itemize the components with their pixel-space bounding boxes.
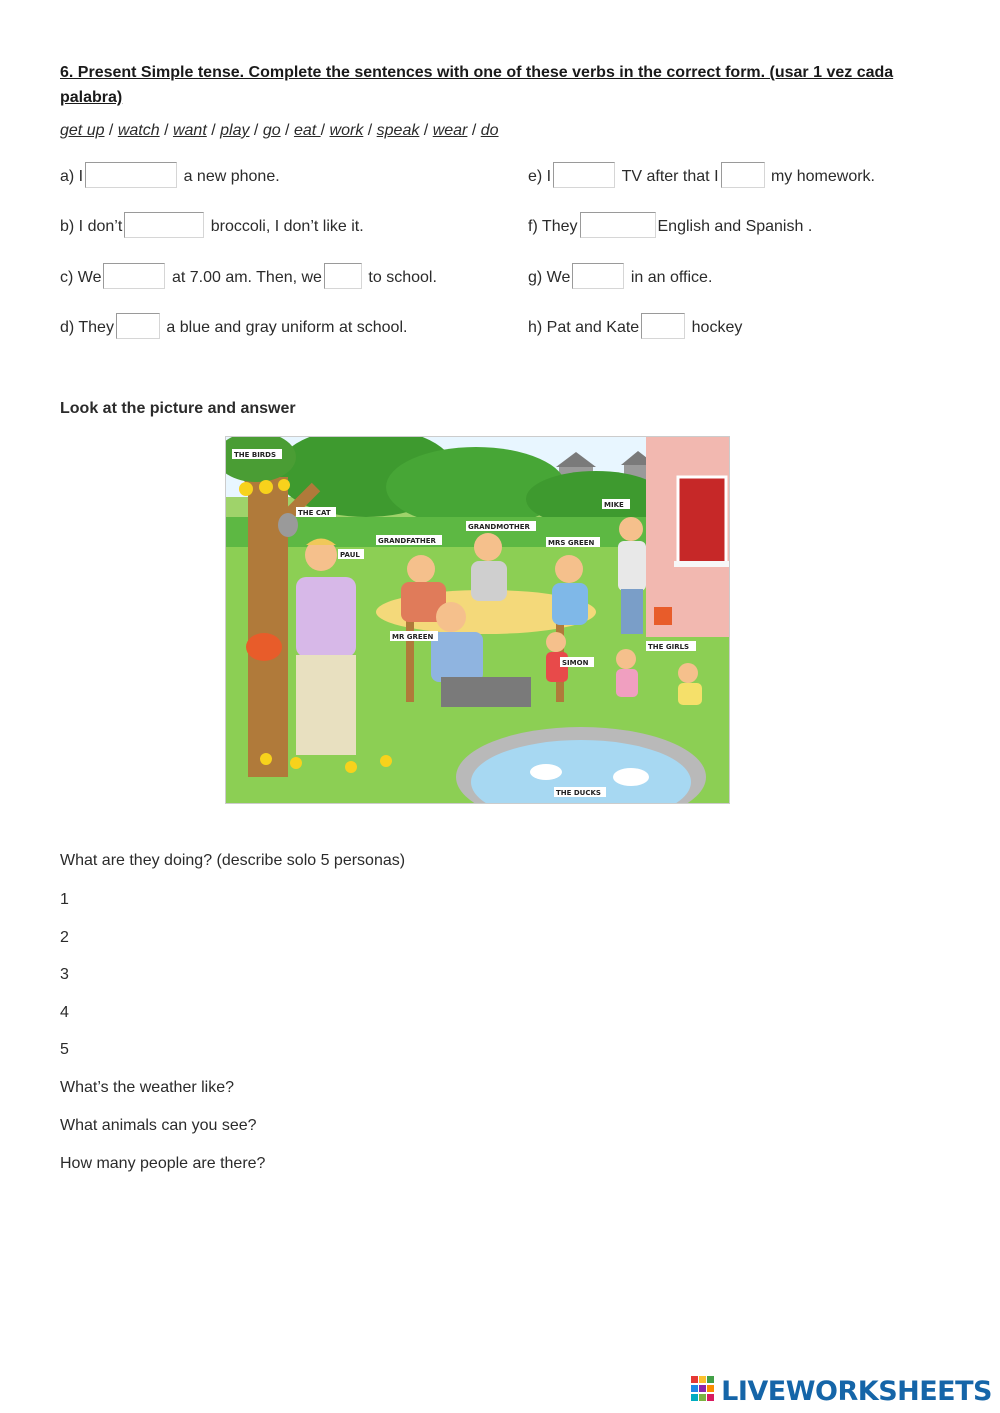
sentence-text: h) Pat and Kate (528, 319, 640, 336)
label-mrs-green: MRS GREEN (548, 539, 595, 547)
label-simon: SIMON (562, 659, 589, 667)
verb-list (60, 122, 499, 140)
sentence-text: English and Spanish . (657, 218, 813, 235)
answer-box-d[interactable] (116, 313, 160, 339)
sentence-text: TV after that I (621, 168, 719, 185)
answer-box-f[interactable] (580, 212, 656, 238)
sentence-text: g) We (528, 269, 571, 286)
sentence-text: my homework. (770, 168, 875, 185)
verb-item: go (262, 122, 281, 139)
garden-illustration (226, 437, 730, 804)
liveworksheets-logo (691, 1376, 992, 1410)
answer-box-a[interactable] (85, 162, 177, 188)
verb-item: wear (432, 122, 468, 139)
answer-line-4: 4 (60, 1004, 69, 1021)
verb-item: get up (60, 122, 105, 139)
answer-line-1: 1 (60, 891, 69, 908)
label-grandfather: GRANDFATHER (378, 537, 436, 545)
separator: / (206, 122, 221, 139)
sentence-b (60, 212, 364, 242)
sentence-text: a new phone. (183, 168, 280, 185)
sentence-text: at 7.00 am. Then, we (171, 269, 322, 286)
answer-box-g[interactable] (572, 263, 624, 289)
label-mr-green: MR GREEN (392, 633, 434, 641)
answer-line-2: 2 (60, 929, 69, 946)
sentence-text: to school. (368, 269, 437, 286)
verb-item: play (220, 122, 250, 139)
answer-box-e1[interactable] (553, 162, 615, 188)
question-weather: What’s the weather like? (60, 1079, 235, 1096)
sentence-text: in an office. (630, 269, 713, 286)
label-the-ducks: THE DUCKS (556, 789, 601, 797)
sentence-text: b) I don’t (60, 218, 123, 235)
answer-box-c1[interactable] (103, 263, 165, 289)
answer-box-e2[interactable] (721, 162, 765, 188)
label-mike: MIKE (604, 501, 624, 509)
verb-item: speak (376, 122, 420, 139)
verb-item: eat (293, 122, 321, 139)
separator: / (280, 122, 294, 139)
sentence-d (60, 313, 407, 343)
label-paul: PAUL (340, 551, 360, 559)
label-grandmother: GRANDMOTHER (468, 523, 530, 531)
sentence-c (60, 263, 437, 293)
separator: / (104, 122, 118, 139)
question-doing: What are they doing? (describe solo 5 personas) (60, 852, 406, 869)
answer-box-c2[interactable] (324, 263, 362, 289)
sentence-text: broccoli, I don’t like it. (210, 218, 364, 235)
separator: / (467, 122, 481, 139)
answer-line-5: 5 (60, 1041, 69, 1058)
liveworksheets-logo-icon (691, 1376, 715, 1407)
answer-box-h[interactable] (641, 313, 685, 339)
answer-line-3: 3 (60, 966, 69, 983)
question-animals: What animals can you see? (60, 1117, 257, 1134)
verb-item: watch (117, 122, 160, 139)
sentence-e (528, 162, 875, 192)
sentence-text: a blue and gray uniform at school. (166, 319, 408, 336)
separator: / (363, 122, 377, 139)
label-the-cat: THE CAT (298, 509, 331, 517)
label-the-girls: THE GIRLS (648, 643, 690, 651)
exercise-title: 6. Present Simple tense. Complete the sentences with one of these verbs in the correct form. (usar 1 vez cada palabra) (60, 64, 894, 106)
sentence-text: a) I (60, 168, 84, 185)
separator: / (419, 122, 433, 139)
liveworksheets-logo-text: LIVEWORKSHEETS (721, 1376, 992, 1407)
sentence-h (528, 313, 742, 343)
picture-heading: Look at the picture and answer (60, 400, 296, 417)
sentence-text: d) They (60, 319, 114, 336)
label-the-birds: THE BIRDS (234, 451, 277, 459)
sentence-text: e) I (528, 168, 552, 185)
garden-picture (225, 436, 730, 804)
verb-item: work (329, 122, 364, 139)
sentence-text: hockey (691, 319, 743, 336)
separator: / (249, 122, 263, 139)
separator: / (159, 122, 173, 139)
verb-item: do (480, 122, 499, 139)
question-people: How many people are there? (60, 1155, 266, 1172)
sentence-f (528, 212, 812, 242)
verb-item: want (172, 122, 207, 139)
sentence-g (528, 263, 712, 293)
separator: / (320, 122, 330, 139)
answer-box-b[interactable] (124, 212, 204, 238)
sentence-text: f) They (528, 218, 578, 235)
sentence-text: c) We (60, 269, 102, 286)
sentence-a (60, 162, 280, 192)
